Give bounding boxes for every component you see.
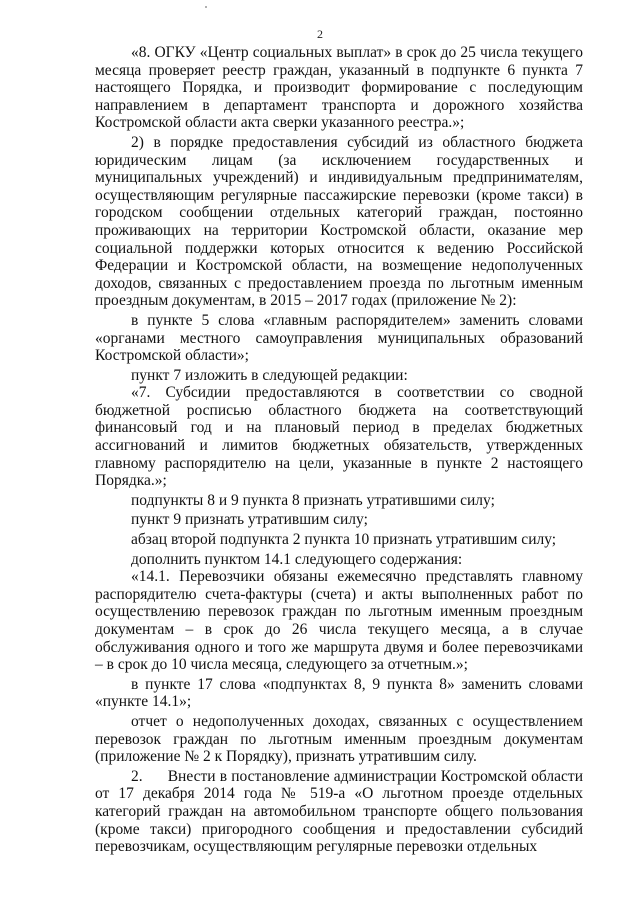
paragraph-report: отчет о недополученных доходах, связанных с осуществлением перевозок граждан по льготным именным проездным документам (приложение № 2 к Порядку), признать утратившим силу. [95, 712, 583, 766]
paragraph-section-2: 2. Внести в постановление администрации Костромской области от 17 декабря 2014 года № 519-а «О льготном проезде отдельных категорий граждан на автомобильном транспорте общего пользования (кроме такси) пригородного сообщения и предоставлении субсидий перевозчикам, осуществляющим регулярные перевозки отдельных [95, 767, 587, 856]
document-body [95, 44, 587, 856]
paragraph-point-9: пункт 9 признать утратившим силу; [131, 511, 368, 529]
paragraph-point-5: в пункте 5 слова «главным распорядителем» заменить словами «органами местного самоуправления муниципальных образований Костромской области»; [95, 311, 583, 365]
paragraph-point-10: абзац второй подпункта 2 пункта 10 признать утратившим силу; [131, 531, 557, 549]
page-number: 2 [317, 27, 323, 41]
paragraph-point-7-intro: пункт 7 изложить в следующей редакции: [131, 366, 408, 384]
paragraph-item-8: «8. ОГКУ «Центр социальных выплат» в срок до 25 числа текущего месяца проверяет реестр граждан, указанный в подпункте 6 пункта 7 настоящего Порядка, и производит формирование с последующим направлением в департамент транспорта и дорожного хозяйства Костромской области акта сверки указанного реестра.»; [95, 44, 583, 132]
paragraph-point-7-text: «7. Субсидии предоставляются в соответствии со сводной бюджетной росписью областного бюджета на соответствующий финансовый год и на плановый период в пределах бюджетных ассигнований и лимитов бюджетных обязательств, утвержденных главному распорядителю на цели, указанные в пункте 2 настоящего Порядка.»; [95, 384, 583, 490]
scan-speck [205, 6, 207, 8]
paragraph-subsidy-procedure: 2) в порядке предоставления субсидий из областного бюджета юридическим лицам (за исключением государственных и муниципальных учреждений) и индивидуальным предпринимателям, осуществляющим регулярные пассажирские перевозки (кроме такси) в городском сообщении отдельных категорий граждан, постоянно проживающих на территории Костромской области, оказание мер социальной поддержки которых относится к ведению Российской Федерации и Костромской области, на возмещение недополученных доходов, связанных с предоставлением проезда по льготным именным проездным документам, в 2015 – 2017 годах (приложение № 2): [95, 133, 583, 310]
paragraph-point-14-1-text: «14.1. Перевозчики обязаны ежемесячно представлять главному распорядителю счета-фактуры (счета) и акты выполненных работ по осуществлению перевозок граждан по льготным именным проездным документам – в срок до 26 числа текущего месяца, а в случае обслуживания одного и того же маршрута двумя и более перевозчиками – в срок до 10 числа месяца, следующего за отчетным.»; [95, 568, 583, 674]
paragraph-subpoints-8-9: подпункты 8 и 9 пункта 8 признать утратившими силу; [131, 491, 495, 509]
paragraph-point-14-1-intro: дополнить пунктом 14.1 следующего содержания: [131, 550, 463, 568]
paragraph-point-17: в пункте 17 слова «подпунктах 8, 9 пункта 8» заменить словами «пункте 14.1»; [95, 675, 583, 711]
